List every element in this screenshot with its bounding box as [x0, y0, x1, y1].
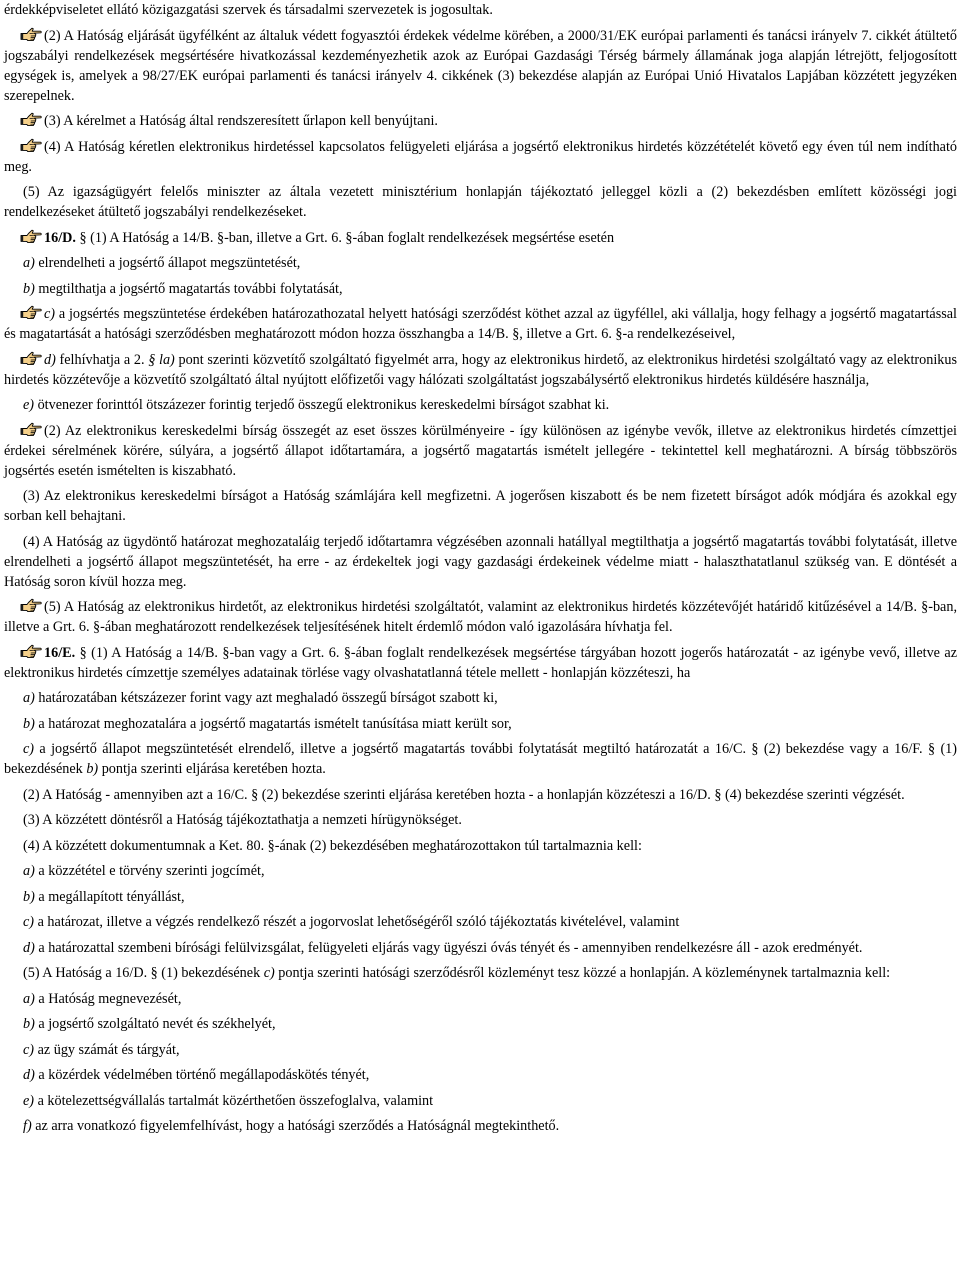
paragraph-p3 — [4, 137, 957, 177]
paragraph-text: az arra vonatkozó figyelemfelhívást, hogy a hatósági szerződés a Hatóságnál megtekinthető. — [31, 1118, 560, 1134]
hand-pointer-icon[interactable] — [20, 644, 42, 659]
paragraph-text: a közérdek védelmében történő megállapodáskötés tényét, — [34, 1067, 370, 1083]
paragraph-p28 — [4, 1014, 957, 1034]
paragraph-p26 — [4, 963, 957, 983]
paragraph-p18 — [4, 739, 957, 779]
paragraph-text: a megállapított tényállást, — [34, 888, 185, 905]
paragraph-p2 — [4, 111, 957, 131]
item-label: § la) — [148, 351, 175, 368]
paragraph-text: (2) A Hatóság - amennyiben azt a 16/C. § (2) bekezdése szerinti eljárása keretében hozta - a honlapján közzéteszi a 16/D. § (4) bekezdése szerinti végzését. — [23, 786, 905, 803]
section-number: 16/D. — [44, 229, 76, 246]
paragraph-p17 — [4, 714, 957, 734]
paragraph-p7 — [4, 279, 957, 299]
paragraph-p19 — [4, 785, 957, 805]
paragraph-text: megtilthatja a jogsértő magatartás további folytatását, — [34, 280, 343, 297]
paragraph-p4 — [4, 182, 957, 222]
item-label: b) — [86, 761, 99, 777]
paragraph-text: (5) Az igazságügyért felelős miniszter az általa vezetett minisztérium honlapján tájékoztató jelleggel közli a (2) bekezdésben említett közösségi jogi rendelkezéseket átültető jogszabályi rendelkezéseket. — [4, 184, 957, 220]
item-label: a) — [23, 255, 35, 271]
paragraph-text: az ügy számát és tárgyát, — [34, 1041, 180, 1058]
paragraph-text: (2) A Hatóság eljárását ügyfélként az általuk védett fogyasztói érdekek védelme körében, a 2000/31/EK európai parlamenti és tanácsi irányelv 7. cikkét átültető jogszabályi rendelkezések megsértésére hivatkozással kezdeményezhetik azok az Európai Gazdasági Térség bármely államának joga alapján létrejött, feljogosított egységek is, amelyek a 98/27/EK európai parlamenti és tanácsi irányelv 4. cikkének (3) bekezdése alapján az Európai Unió Hivatalos Lapjában közzétett jegyzéken szerepelnek. — [4, 27, 957, 104]
paragraph-text: (4) A közzétett dokumentumnak a Ket. 80. §-ának (2) bekezdésében meghatározottakon túl tartalmaznia kell: — [23, 837, 642, 854]
paragraph-text: érdekképviseletet ellátó közigazgatási szervek és társadalmi szervezetek is jogosultak. — [4, 2, 493, 18]
paragraph-text: elrendelheti a jogsértő állapot megszüntetését, — [34, 255, 301, 271]
paragraph-text: (3) A közzétett döntésről a Hatóság tájékoztathatja a nemzeti hírügynökséget. — [23, 812, 462, 828]
paragraph-text: a határozat meghozatalára a jogsértő magatartás ismételt tanúsítása miatt került sor, — [34, 715, 512, 732]
item-label: a) — [23, 690, 35, 706]
paragraph-text: (5) A Hatóság az elektronikus hirdetőt, az elektronikus hirdetési szolgáltatót, valamint az elektronikus hirdetés közzétevőjét határidő kitűzésével a 14/B. §-ban, illetve a Grt. 6. §-ában meghatározott rendelkezések teljesítésének hitelt érdemlő módon való igazolására hívhatja fel. — [4, 599, 957, 635]
paragraph-text: a jogsértés megszüntetése érdekében határozathozatal helyett hatósági szerződést köthet azzal az ügyféllel, aki vállalja, hogy felhagy a jogsértő magatartással és magatartását a hatósági szerződésben meghatározott módon hozza összhangba a 14/B. §, illetve a Grt. 6. §-a rendelkezéseivel, — [4, 306, 957, 342]
item-label: c) — [23, 914, 35, 930]
item-label: b) — [23, 888, 35, 905]
paragraph-text: a határozat, illetve a végzés rendelkező részét a jogorvoslat lehetőségéről szóló tájékoztatás kivételével, valamint — [34, 914, 680, 930]
paragraph-p0 — [4, 0, 957, 20]
paragraph-p10 — [4, 395, 957, 415]
paragraph-p20 — [4, 810, 957, 830]
item-label: c) — [23, 741, 35, 757]
hand-pointer-icon[interactable] — [20, 351, 42, 366]
item-label: c) — [44, 306, 56, 322]
hand-pointer-icon[interactable] — [20, 112, 42, 127]
paragraph-text: a kötelezettségvállalás tartalmát közérthetően összefoglalva, valamint — [34, 1092, 434, 1109]
paragraph-text: (3) Az elektronikus kereskedelmi bírságot a Hatóság számlájára kell megfizetni. A jogerősen kiszabott és be nem fizetett bírságot adók módjára és azokkal egy sorban kell behajtani. — [4, 488, 957, 524]
hand-pointer-icon[interactable] — [20, 27, 42, 42]
paragraph-p11 — [4, 421, 957, 481]
hand-pointer-icon[interactable] — [20, 305, 42, 320]
paragraph-p16 — [4, 688, 957, 708]
paragraph-text: a jogsértő szolgáltató nevét és székhelyét, — [34, 1016, 276, 1032]
paragraph-text: határozatában kétszázezer forint vagy azt meghaladó összegű bírságot szabott ki, — [34, 690, 498, 706]
paragraph-p32 — [4, 1116, 957, 1136]
paragraph-p14 — [4, 597, 957, 637]
section-number: 16/E. — [44, 644, 76, 661]
hand-pointer-icon[interactable] — [20, 598, 42, 613]
item-label: a) — [23, 863, 35, 879]
paragraph-p13 — [4, 532, 957, 592]
paragraph-p23 — [4, 887, 957, 907]
paragraph-text: felhívhatja a 2. — [55, 351, 149, 368]
paragraph-text: § (1) A Hatóság a 14/B. §-ban vagy a Grt. 6. §-ában foglalt rendelkezések megsértése tárgyában hozott jogerős határozatát - az igénybe vevő, illetve az elektronikus hirdetés címzettje személyes adatainak törlése vagy olvashatatlanná tétele mellett - honlapján közzéteszi, ha — [4, 644, 957, 681]
paragraph-p1 — [4, 26, 957, 106]
item-label: d) — [23, 939, 35, 956]
hand-pointer-icon[interactable] — [20, 229, 42, 244]
paragraph-text: (4) A Hatóság kéretlen elektronikus hirdetéssel kapcsolatos felügyeleti eljárása a jogsértő elektronikus hirdetés közzétételét követő egy éven túl nem indítható meg. — [4, 138, 957, 175]
paragraph-text: a Hatóság megnevezését, — [34, 990, 182, 1007]
hand-pointer-icon[interactable] — [20, 138, 42, 153]
paragraph-p31 — [4, 1091, 957, 1111]
paragraph-p22 — [4, 861, 957, 881]
paragraph-p12 — [4, 486, 957, 526]
paragraph-text: (5) A Hatóság a 16/D. § (1) bekezdésének — [23, 965, 264, 981]
item-label: f) — [23, 1118, 32, 1134]
paragraph-text: (3) A kérelmet a Hatóság által rendszeresített űrlapon kell benyújtani. — [44, 113, 438, 129]
paragraph-text: § (1) A Hatóság a 14/B. §-ban, illetve a Grt. 6. §-ában foglalt rendelkezések megsértése esetén — [75, 229, 615, 246]
paragraph-p30 — [4, 1065, 957, 1085]
paragraph-p15 — [4, 643, 957, 683]
paragraph-text: a közzététel e törvény szerinti jogcímét, — [34, 863, 265, 879]
paragraph-p8 — [4, 304, 957, 344]
paragraph-p29 — [4, 1040, 957, 1060]
item-label: b) — [23, 1016, 35, 1032]
item-label: d) — [23, 1067, 35, 1083]
item-label: e) — [23, 1092, 35, 1109]
item-label: d) — [44, 351, 56, 368]
paragraph-text: (4) A Hatóság az ügydöntő határozat meghozataláig terjedő időtartamra végzésében azonnali hatállyal megtilthatja a jogsértő magatartás további folytatását, illetve elrendelheti a jogsértő állapot megszüntetését, ha erre - az érdekeltek jogi vagy gazdasági érdekeinek védelme miatt - halaszthatatlanul szükség van. E döntését a Hatóság soron kívül hozza meg. — [4, 533, 957, 590]
paragraph-text: pont szerinti közvetítő szolgáltató figyelmét arra, hogy az elektronikus hirdető, az elektronikus hirdetési szolgáltató vagy az elektronikus hirdetés közzétevője a közvetítő szolgáltató által nyújtott előfizetői vagy hálózati szolgáltatást jogszabálysértő elektronikus hirdetés küldésére használja, — [4, 351, 957, 388]
paragraph-text: a határozattal szembeni bírósági felülvizsgálat, felügyeleti eljárás vagy ügyészi óvás tényét és - amennyiben rendelkezésre áll - azok eredményét. — [34, 939, 863, 956]
paragraph-text: a jogsértő állapot megszüntetését elrendelő, illetve a jogsértő magatartás további folytatását megtiltó határozatát a 16/C. § (2) bekezdése vagy a 16/F. § (1) bekezdésének — [4, 741, 957, 777]
item-label: c) — [23, 1041, 35, 1058]
paragraph-text: pontja szerinti hatósági szerződésről közleményt tesz közzé a honlapján. A közleménynek tartalmaznia kell: — [274, 965, 891, 981]
item-label: e) — [23, 397, 35, 413]
paragraph-p5 — [4, 228, 957, 248]
paragraph-p24 — [4, 912, 957, 932]
paragraph-p21 — [4, 836, 957, 856]
paragraph-text: ötvenezer forinttól ötszázezer forintig terjedő összegű elektronikus kereskedelmi bírságot szabhat ki. — [34, 397, 610, 413]
paragraph-p25 — [4, 938, 957, 958]
paragraph-p9 — [4, 350, 957, 390]
item-label: a) — [23, 990, 35, 1007]
paragraph-p6 — [4, 253, 957, 273]
paragraph-p27 — [4, 989, 957, 1009]
hand-pointer-icon[interactable] — [20, 422, 42, 437]
item-label: b) — [23, 280, 35, 297]
item-label: b) — [23, 715, 35, 732]
item-label: c) — [263, 965, 275, 981]
paragraph-text: pontja szerinti eljárása keretében hozta. — [98, 761, 326, 777]
paragraph-text: (2) Az elektronikus kereskedelmi bírság összegét az eset összes körülményeire - így különösen az igénybe vevők, illetve az elektronikus hirdetés címzettjei érdekei sérelmének körére, súlyára, a jogsértő állapot időtartamára, a jogsértő magatartás ismételt jellegére - tekintettel kell meghatározni. A bírság többszörös jogsértés esetén ismételten is kiszabható. — [4, 422, 957, 479]
